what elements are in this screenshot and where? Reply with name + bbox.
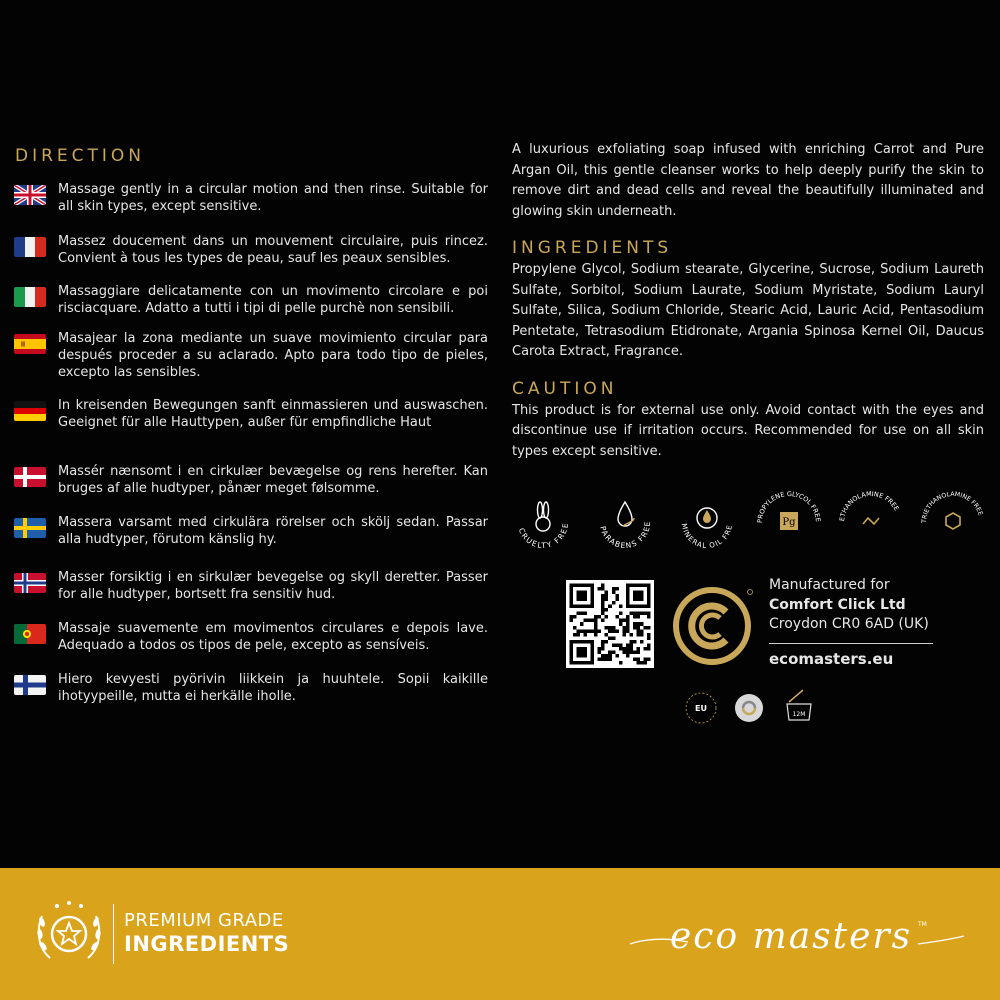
cruelty-free-badge: [508, 488, 578, 558]
direction-item: [14, 181, 488, 215]
comfort-click-logo: [672, 584, 756, 668]
company-name: Comfort Click Ltd: [769, 596, 906, 613]
svg-text:PROPYLENE GLYCOL FREE: PROPYLENE GLYCOL FREE: [755, 489, 823, 524]
direction-text: Massera varsamt med cirkulära rörelser och skölj sedan. Passar alla hudtyper, förutom känslig hy.: [58, 515, 488, 547]
ethanolamine-free-badge: [836, 488, 906, 558]
sweden-flag-icon: [14, 518, 46, 538]
svg-text:MINERAL OIL FREE: MINERAL OIL FRE: [679, 522, 735, 551]
compliance-icons-svg: [683, 688, 823, 728]
laurel-star-icon: [34, 900, 104, 966]
divider: [769, 643, 933, 644]
direction-text: Massaje suavemente em movimentos circulares e depois lave. Adequado a todos os tipos de pele, excepto as sensíveis.: [58, 621, 488, 653]
caution-title: CAUTION: [512, 378, 618, 399]
svg-text:EU: EU: [695, 704, 707, 713]
c-logo-icon: [672, 584, 756, 668]
ingredients-footer-text: INGREDIENTS: [124, 932, 290, 956]
direction-text: In kreisenden Bewegungen sanft einmassieren und auswaschen. Geeignet für alle Hauttypen, außer für empfindliche Haut: [58, 398, 488, 430]
free-from-badges: [508, 488, 992, 558]
compliance-icons: [683, 688, 823, 728]
direction-item: [14, 569, 488, 603]
svg-text:eco masters: eco masters: [670, 916, 913, 957]
direction-item: [14, 620, 488, 654]
mineral-oil-free-badge: [672, 488, 742, 558]
direction-text: Massez doucement dans un mouvement circulaire, puis rincez. Convient à tous les types de peau, sauf les peaux sensibles.: [58, 234, 488, 266]
product-description: A luxurious exfoliating soap infused with enriching Carrot and Pure Argan Oil, this gentle cleanser works to help deeply purify the skin to remove dirt and dead cells and reveal the beautifully illuminated and glowing skin underneath.: [512, 142, 984, 219]
qr-code[interactable]: [566, 580, 654, 668]
pg-icon: [754, 488, 824, 558]
direction-title: DIRECTION: [15, 146, 146, 166]
footer-divider: [113, 904, 114, 964]
direction-item: [14, 283, 488, 317]
spain-flag-icon: [14, 334, 46, 354]
molecule-icon: [836, 488, 906, 558]
direction-item: [14, 463, 488, 497]
portugal-flag-icon: [14, 624, 46, 644]
direction-text: Massaggiare delicatamente con un movimento circolare e poi risciacquare. Adatto a tutti i tipi di pelle purchè non sensibili.: [58, 284, 488, 316]
rabbit-icon: [508, 488, 578, 558]
svg-text:CRUELTY FREE: CRUELTY FREE: [516, 521, 571, 551]
direction-item: [14, 330, 488, 381]
parabens-free-badge: [590, 488, 660, 558]
svg-text:ETHANOLAMINE FREE: ETHANOLAMINE FREE: [838, 489, 901, 522]
france-flag-icon: [14, 237, 46, 257]
direction-text: Masajear la zona mediante un suave movimiento circular para después proceder a su aclarado. Apto para todo tipo de pieles, excepto las sensibles.: [58, 331, 488, 380]
caution-text: This product is for external use only. Avoid contact with the eyes and discontinue use if irritation occurs. Recommended for use on all skin types except sensitive.: [512, 402, 984, 459]
website-link[interactable]: ecomasters.eu: [769, 649, 894, 668]
ingredients-text: Propylene Glycol, Sodium stearate, Glycerine, Sucrose, Sodium Laureth Sulfate, Sorbitol, Sodium Laurate, Sodium Myristate, Sodium Lauryl Sulfate, Silica, Sodium Chloride, Stearic Acid, Lauric Acid, Pentasodium Pentetate, Tetrasodium Etidronate, Argania Spinosa Kernel Oil, Daucus Carota Extract, Fragrance.: [512, 262, 984, 359]
eco-masters-logo: [628, 908, 968, 968]
direction-item: [14, 671, 488, 705]
company-address: Croydon CR0 6AD (UK): [769, 616, 929, 632]
ingredients-title: INGREDIENTS: [512, 238, 673, 258]
eu-stars-icon: [686, 693, 716, 723]
direction-text: Massér nænsomt i en cirkulær bevægelse og rens herefter. Kan bruges af alle hudtyper, pånær meget følsomme.: [58, 464, 488, 496]
uk-flag-icon: [14, 185, 46, 205]
norway-flag-icon: [14, 573, 46, 593]
direction-text: Hiero kevyesti pyörivin liikkein ja huuhtele. Sopii kaikille ihotyypeille, mutta ei herkälle iholle.: [58, 672, 488, 704]
finland-flag-icon: [14, 675, 46, 695]
direction-section: [14, 146, 488, 174]
italy-flag-icon: [14, 287, 46, 307]
direction-item: [14, 514, 488, 548]
svg-text:TM: TM: [918, 921, 927, 928]
propylene-glycol-free-badge: [754, 488, 824, 558]
direction-item: [14, 233, 488, 267]
manufactured-for: Manufactured for: [769, 577, 890, 593]
pao-jar-icon: [787, 690, 811, 720]
hexagon-molecule-icon: [918, 488, 988, 558]
direction-item: [14, 397, 488, 431]
svg-text:PARABENS FREE: PARABENS FREE: [598, 520, 653, 551]
premium-grade-text: PREMIUM GRADE: [124, 910, 284, 931]
qr-code-icon: [566, 580, 654, 668]
drop-leaf-icon: [590, 488, 660, 558]
direction-text: Massage gently in a circular motion and then rinse. Suitable for all skin types, except sensitive.: [58, 182, 488, 214]
direction-text: Masser forsiktig i en sirkulær bevegelse og skyll deretter. Passer for alle hudtyper, bortsett fra sensitiv hud.: [58, 570, 488, 602]
info-column: [512, 140, 984, 462]
manufacturer-info: [769, 576, 939, 669]
svg-text:12M: 12M: [792, 711, 806, 718]
recycle-icon: [735, 694, 763, 722]
oil-drop-icon: [672, 488, 742, 558]
denmark-flag-icon: [14, 467, 46, 487]
svg-text:Pg: Pg: [782, 517, 796, 528]
triethanolamine-free-badge: [918, 488, 988, 558]
germany-flag-icon: [14, 401, 46, 421]
svg-text:TRIETHANOLAMINE FREE: TRIETHANOLAMINE FREE: [920, 490, 984, 524]
